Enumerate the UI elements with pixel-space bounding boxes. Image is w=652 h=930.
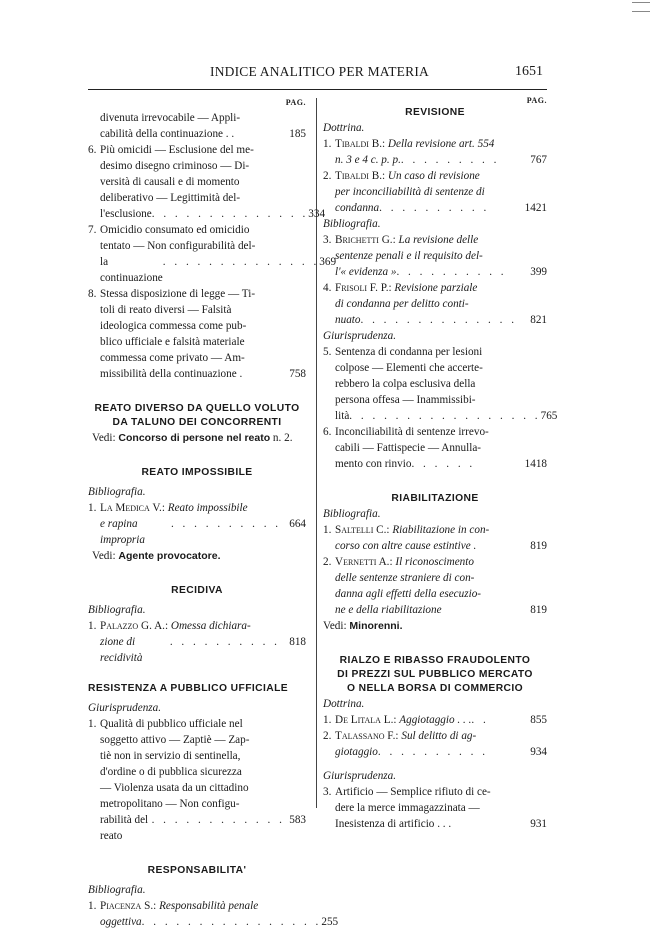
- entry-page: 765: [540, 410, 558, 422]
- subsection-label: Giurisprudenza.: [88, 702, 162, 714]
- entry-page: 934: [530, 746, 547, 758]
- index-entry: 3. Brichetti G.: La revisione delle sentenze penali e il requisito del- l'« evidenza » . . . . . . . . . . 399: [323, 234, 547, 278]
- section-heading-line2: DI PREZZI SUL PUBBLICO MERCATO: [337, 669, 533, 680]
- author: Saltelli C.:: [335, 524, 390, 536]
- index-entry: 1. Qualità di pubblico ufficiale nel soggetto attivo — Zaptiè — Zap- tiè non in servizio di sentinella, d'ordine o di pubblica sicurezza — Violenza usata da un cittadino metropolitano — Non configu- rabilità del reato . . . . . . . . . . . . 583: [88, 718, 306, 842]
- entry-page: 855: [530, 714, 547, 726]
- entry-page: 758: [289, 368, 306, 380]
- section-heading: RESISTENZA A PUBBLICO UFFICIALE: [88, 683, 289, 694]
- see-also-link[interactable]: Minorenni.: [349, 620, 403, 632]
- subsection-label: Bibliografia.: [88, 884, 146, 896]
- corner-mark: [632, 2, 650, 12]
- see-also: Vedi: Agente provocatore.: [92, 550, 221, 562]
- section-heading: RIALZO E RIBASSO FRAUDOLENTO: [339, 655, 531, 666]
- section-heading: RECIDIVA: [171, 585, 223, 596]
- entry-page: 767: [530, 154, 547, 166]
- author: Frisoli F. P.:: [335, 282, 392, 294]
- index-entry: 2. Talassano F.: Sul delitto di ag- giotaggio . . . . . . . . . . 934: [323, 730, 547, 758]
- author: Vernetti A.:: [335, 556, 393, 568]
- author: Palazzo G. A.:: [100, 620, 169, 632]
- index-entry: 2. Vernetti A.: Il riconoscimento delle sentenze straniere di con- danna agli effetti della esecuzio- ne e della riabilitazione 819: [323, 556, 547, 616]
- subsection-label: Giurisprudenza.: [323, 770, 397, 782]
- subsection-label: Bibliografia.: [323, 218, 381, 230]
- index-entry: 6. Più omicidi — Esclusione del me- desimo disegno criminoso — Di- versità di causali e di momento deliberativo — Legittimità del- l'esclusione . . . . . . . . . . . . . . 334: [88, 144, 326, 220]
- entry-page: 399: [530, 266, 547, 278]
- see-also-link[interactable]: Concorso di persone nel reato: [118, 432, 271, 444]
- index-entry: 6. Inconciliabilità di sentenze irrevo- cabili — Fattispecie — Annulla- mento con rinvio . . . . . . 1418: [323, 426, 547, 470]
- index-entry: 1. Palazzo G. A.: Omessa dichiara- zione di recidività . . . . . . . . . . 818: [88, 620, 306, 664]
- index-entry: 1. La Medica V.: Reato impossibile e rapina impropria . . . . . . . . . . 664: [88, 502, 306, 546]
- entry-page: 931: [530, 818, 547, 830]
- index-entry: 8. Stessa disposizione di legge — Ti- toli di reato diversi — Falsità ideologica commessa come pub- blico ufficiale e falsità materiale commessa come privato — Am- missibilità della continuazione . 758: [88, 288, 306, 380]
- author: Piacenza S.:: [100, 900, 157, 912]
- entry-page: 369: [319, 256, 337, 268]
- entry-page: 185: [289, 128, 306, 140]
- entry-page: 1421: [524, 202, 547, 214]
- page-number: 1651: [515, 64, 543, 79]
- subsection-label: Bibliografia.: [88, 486, 146, 498]
- entry-page: 819: [530, 540, 547, 552]
- subsection-label: Giurisprudenza.: [323, 330, 397, 342]
- right-column: [323, 96, 558, 832]
- subsection-label: Dottrina.: [323, 122, 365, 134]
- index-entry: 3. Artificio — Semplice rifiuto di ce- dere la merce immagazzinata — Inesistenza di artificio . . . 931: [323, 786, 547, 830]
- section-heading-line2: DA TALUNO DEI CONCORRENTI: [112, 417, 282, 428]
- index-entry: 1. Tibaldi B.: Della revisione art. 554 n. 3 e 4 c. p. p. . . . . . . . . . 767: [323, 138, 547, 166]
- index-entry: 7. Omicidio consumato ed omicidio tentato — Non configurabilità del- la continuazione . . . . . . . . . . . . . . 369: [88, 224, 337, 284]
- entry-page: 821: [530, 314, 547, 326]
- section-heading-line3: O NELLA BORSA DI COMMERCIO: [346, 683, 524, 694]
- index-entry: 1. Saltelli C.: Riabilitazione in con- corso con altre cause estintive . 819: [323, 524, 547, 552]
- pag-label: PAG.: [526, 96, 547, 105]
- author: Tibaldi B.:: [335, 138, 386, 150]
- subsection-label: Bibliografia.: [88, 604, 146, 616]
- pag-label: PAG.: [285, 98, 306, 107]
- header-rule: [88, 89, 547, 90]
- entry-page: 583: [289, 814, 306, 826]
- author: Brichetti G.:: [335, 234, 396, 246]
- entry-page: 819: [530, 604, 547, 616]
- section-heading: RIABILITAZIONE: [391, 493, 479, 504]
- section-heading: REVISIONE: [405, 107, 465, 118]
- entry-page: 255: [321, 916, 339, 928]
- entry-page: 1418: [524, 458, 547, 470]
- subsection-label: Dottrina.: [323, 698, 365, 710]
- index-entry: 1. De Litala L.: Aggiotaggio . . . . . 855: [323, 714, 547, 726]
- index-entry: 4. Frisoli F. P.: Revisione parziale di condanna per delitto conti- nuato . . . . . . . . . . . . . . 821: [323, 282, 547, 326]
- see-also: Vedi: Minorenni.: [323, 620, 403, 632]
- entry-page: 818: [289, 636, 306, 648]
- left-column: [88, 96, 339, 930]
- section-heading: REATO DIVERSO DA QUELLO VOLUTO: [94, 403, 300, 414]
- index-entry: 5. Sentenza di condanna per lesioni colpose — Elementi che accerte- rebbero la colpa esclusiva della persona offesa — Inammissibi- lità . . . . . . . . . . . . . . . . . 765: [323, 346, 558, 422]
- entry-page: 664: [289, 518, 306, 530]
- subsection-label: Bibliografia.: [323, 508, 381, 520]
- author: Talassano F.:: [335, 730, 399, 742]
- column-divider: [316, 98, 317, 808]
- entry-page: 334: [308, 208, 326, 220]
- author: La Medica V.:: [100, 502, 165, 514]
- see-also: Vedi: Concorso di persone nel reato n. 2.: [92, 432, 293, 444]
- index-entry: divenuta irrevocabile — Appli- cabilità della continuazione . . 185: [100, 112, 306, 140]
- author: De Litala L.:: [335, 714, 397, 726]
- index-entry: 2. Tibaldi B.: Un caso di revisione per inconciliabilità di sentenze di condanna . . . . . . . . . . 1421: [323, 170, 547, 214]
- index-entry: 1. Piacenza S.: Responsabilità penale oggettiva . . . . . . . . . . . . . . . . 255: [88, 900, 339, 928]
- see-also-link[interactable]: Agente provocatore.: [118, 550, 221, 562]
- section-heading: REATO IMPOSSIBILE: [141, 467, 253, 478]
- section-heading: RESPONSABILITA': [147, 865, 247, 876]
- running-header-title: INDICE ANALITICO PER MATERIA: [210, 64, 429, 79]
- author: Tibaldi B.:: [335, 170, 386, 182]
